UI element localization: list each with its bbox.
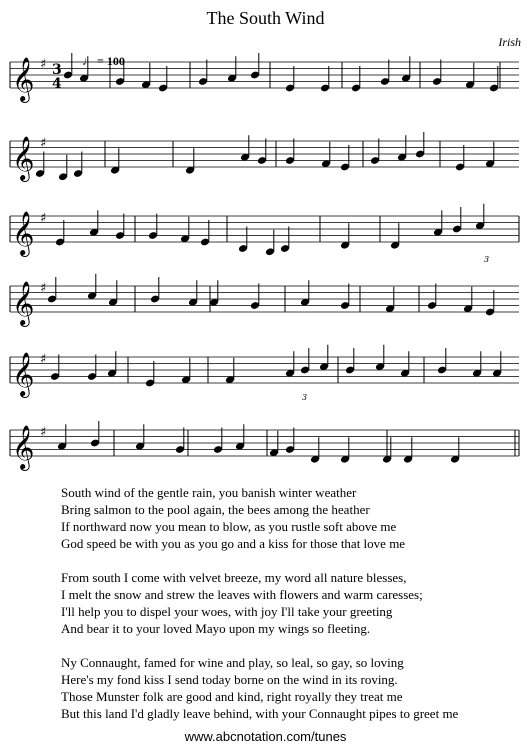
treble-clef-icon: 𝄞 (12, 57, 35, 101)
lyric-line: But this land I'd gladly leave behind, with your Connaught pipes to greet me (61, 706, 459, 721)
sharp-icon: ♯ (40, 352, 47, 367)
treble-clef-icon: 𝄞 (12, 136, 35, 180)
lyric-line: And bear it to your loved Mayo upon my wings so fleeting. (61, 621, 371, 636)
time-signature-bottom: 4 (52, 76, 62, 92)
lyric-line: If northward now you mean to blow, as you rustle soft above me (61, 519, 397, 534)
treble-clef-icon: 𝄞 (12, 211, 35, 255)
lyric-line: Those Munster folk are good and kind, right royally they treat me (61, 689, 403, 704)
lyric-line: God speed be with you as you go and a kiss for those that love me (61, 536, 406, 551)
composer-label: Irish (498, 35, 521, 49)
lyric-line: I melt the snow and strew the leaves with flowers and warm caresses; (61, 587, 423, 602)
tempo-value: = 100 (97, 54, 125, 68)
treble-clef-icon: 𝄞 (12, 281, 35, 325)
sharp-icon: ♯ (40, 425, 47, 440)
sharp-icon: ♯ (40, 211, 47, 226)
lyrics-block (61, 484, 531, 739)
time-signature-top: 3 (52, 62, 62, 78)
treble-clef-icon: 𝄞 (12, 425, 35, 469)
lyric-line: Ny Connaught, famed for wine and play, so leal, so gay, so loving (61, 655, 404, 670)
tune-title: The South Wind (206, 8, 325, 28)
lyrics-stanza-2 (61, 569, 531, 637)
treble-clef-icon: 𝄞 (12, 352, 35, 396)
lyric-line: Bring salmon to the pool again, the bees among the heather (61, 502, 370, 517)
sharp-icon: ♯ (40, 281, 47, 296)
lyric-line: From south I come with velvet breeze, my word all nature blesses, (61, 570, 407, 585)
sharp-icon: ♯ (40, 57, 47, 72)
lyric-line: I'll help you to dispel your woes, with joy I'll take your greeting (61, 604, 393, 619)
sharp-icon: ♯ (40, 136, 47, 151)
triplet-mark: 3 (302, 393, 308, 402)
lyrics-stanza-1 (61, 484, 531, 552)
lyric-line: South wind of the gentle rain, you banish winter weather (61, 485, 357, 500)
lyrics-stanza-3 (61, 654, 531, 722)
footer-url[interactable]: www.abcnotation.com/tunes (184, 729, 347, 744)
quarter-note-icon: ♩ (82, 54, 94, 68)
lyric-line: Here's my fond kiss I send today borne on the wind in its roving. (61, 672, 398, 687)
triplet-mark: 3 (484, 255, 490, 264)
